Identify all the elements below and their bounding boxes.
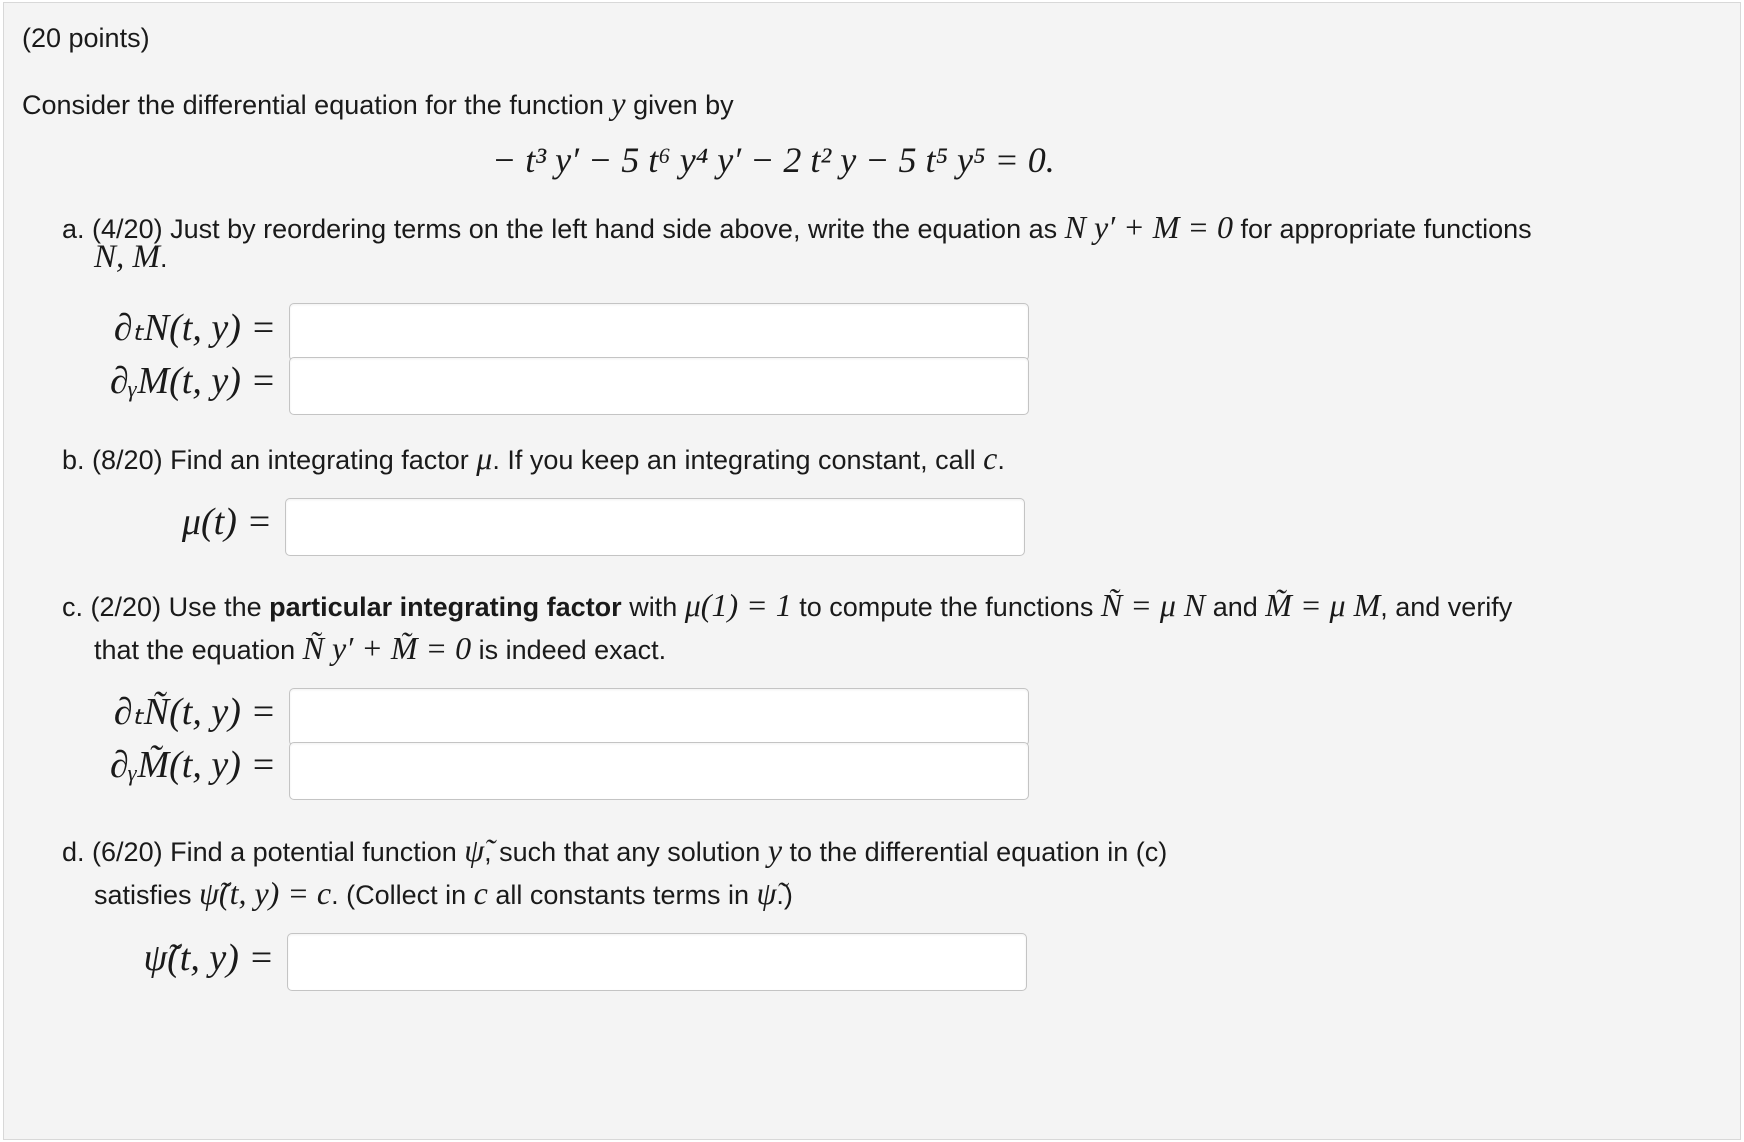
part-c-marker: c.	[62, 592, 84, 622]
part-b-text-3: .	[997, 445, 1005, 475]
part-a-math-2: N, M	[94, 239, 160, 275]
part-c-text-3: to compute the functions	[791, 592, 1101, 622]
part-c-bold-text: particular integrating factor	[269, 592, 622, 622]
part-c-line2-text-2: is indeed exact.	[471, 635, 667, 665]
part-c-prompt	[62, 587, 1512, 624]
part-c-math-2: Ñ = μ N	[1100, 587, 1206, 623]
part-c-line2-text-1: that the equation	[94, 635, 303, 665]
part-d-line2-text-1: satisfies	[94, 880, 200, 910]
part-d-psi-input[interactable]	[287, 933, 1027, 991]
part-c-math-1: μ(1) = 1	[684, 587, 792, 623]
part-b-math-c: c	[983, 440, 998, 476]
part-d-math-y: y	[767, 832, 783, 868]
part-c-math-3: M̃ = μ M	[1265, 587, 1381, 623]
intro-text	[22, 85, 734, 122]
part-a-dyM-input[interactable]	[289, 357, 1029, 415]
part-c-text-2: with	[621, 592, 685, 622]
part-b-mu-input[interactable]	[285, 498, 1025, 556]
part-c-dtN-tilde-input[interactable]	[289, 688, 1029, 746]
part-b-text-2: . If you keep an integrating constant, call	[492, 445, 984, 475]
part-a-text-2: for appropriate functions	[1233, 214, 1532, 244]
part-d-line2-text-4: .)	[776, 880, 793, 910]
intro-var-y: y	[611, 85, 626, 121]
part-d-math-psi: ψ̃	[464, 832, 485, 868]
part-d-line2-math-3: ψ̃	[756, 875, 777, 911]
part-b-prompt	[62, 440, 1005, 477]
part-d-text-2: , such that any solution	[484, 837, 768, 867]
part-a-dtN-input[interactable]	[289, 303, 1029, 361]
part-a-prompt-line2	[94, 239, 168, 276]
part-c-text-1: (2/20) Use the	[90, 592, 270, 622]
part-d-line2-math-1: ψ̃(t, y) = c	[199, 875, 332, 911]
part-a-text-3: .	[160, 243, 168, 273]
part-b-math-mu: μ	[476, 440, 493, 476]
main-equation: − t³ y′ − 5 t⁶ y⁴ y′ − 2 t² y − 5 t⁵ y⁵ = 0.	[492, 140, 1055, 180]
part-a-prompt	[62, 209, 1532, 246]
part-d-prompt-line2	[94, 875, 793, 912]
problem-panel	[3, 2, 1741, 1140]
part-c-prompt-line2	[94, 630, 666, 667]
part-d-text-1: (6/20) Find a potential function	[92, 837, 465, 867]
part-d-prompt	[62, 832, 1167, 869]
part-c-dyM-tilde-input[interactable]	[289, 742, 1029, 800]
part-c-text-5: , and verify	[1380, 592, 1513, 622]
part-d-marker: d.	[62, 837, 85, 867]
part-d-line2-text-3: all constants terms in	[487, 880, 757, 910]
points-label: (20 points)	[22, 23, 150, 53]
part-a-math-1: N y′ + M = 0	[1064, 209, 1233, 245]
part-c-line2-math: Ñ y′ + M̃ = 0	[302, 630, 472, 666]
part-b-marker: b.	[62, 445, 85, 475]
part-d-text-3: to the differential equation in (c)	[782, 837, 1168, 867]
part-b-text-1: (8/20) Find an integrating factor	[92, 445, 477, 475]
part-a-marker: a.	[62, 214, 85, 244]
part-b-label-mu: μ(t) =	[181, 501, 272, 543]
intro-text-before: Consider the differential equation for the function	[22, 90, 612, 120]
intro-text-after: given by	[625, 90, 734, 120]
part-d-label-psi: ψ̃(t, y) =	[143, 937, 274, 979]
part-c-label-dyM-tilde: ∂ᵧM̃(t, y) =	[109, 744, 276, 786]
part-d-line2-text-2: . (Collect in	[331, 880, 474, 910]
part-a-text-1: (4/20) Just by reordering terms on the left hand side above, write the equation as	[92, 214, 1065, 244]
part-c-label-dtN-tilde: ∂ₜÑ(t, y) =	[113, 691, 276, 733]
part-a-label-dtN: ∂ₜN(t, y) =	[113, 307, 276, 349]
part-c-text-4: and	[1205, 592, 1266, 622]
part-d-line2-math-2: c	[473, 875, 488, 911]
part-a-label-dyM: ∂ᵧM(t, y) =	[109, 360, 276, 402]
